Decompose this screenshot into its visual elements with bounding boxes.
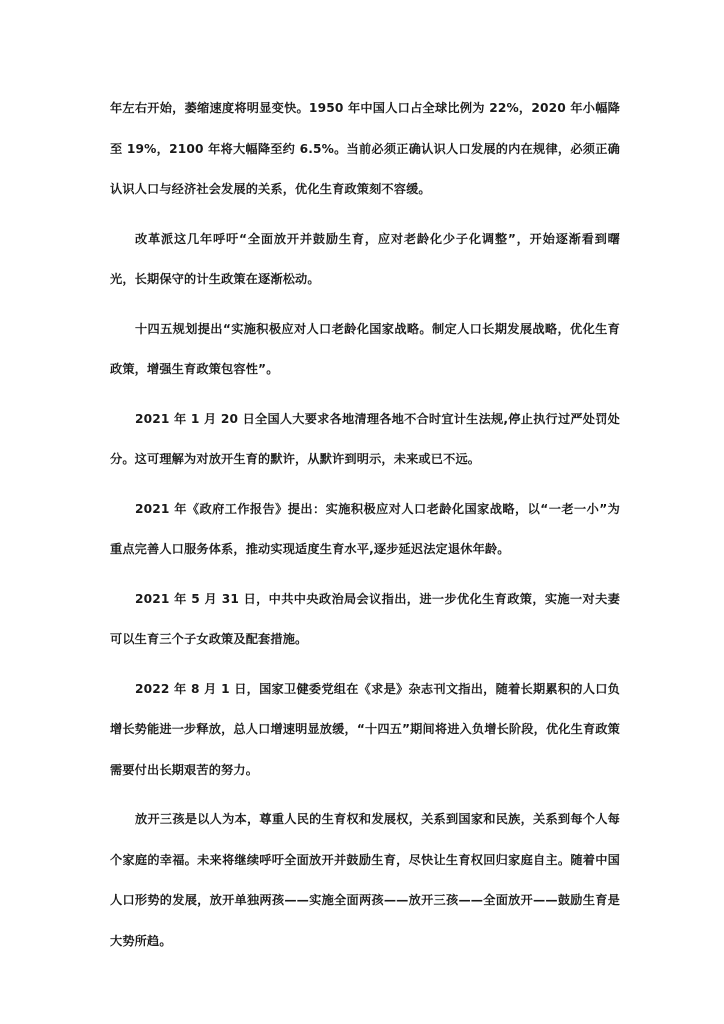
paragraph-reform-appeal: 改革派这几年呼吁“全面放开并鼓励生育，应对老龄化少子化调整”，开始逐渐看到曙光，长期保守的计生政策在逐渐松动。	[110, 231, 620, 286]
paragraph-three-child-conclusion: 放开三孩是以人为本，尊重人民的生育权和发展权，关系到国家和民族，关系到每个人每个家庭的幸福。未来将继续呼吁全面放开并鼓励生育，尽快让生育权回归家庭自主。随着中国人口形势的发展，放开单独两孩——实施全面两孩——放开三孩——全面放开——鼓励生育是大势所趋。	[110, 812, 620, 948]
paragraph-continuation: 年左右开始，萎缩速度将明显变快。1950 年中国人口占全球比例为 22%，2020 年小幅降至 19%，2100 年将大幅降至约 6.5%。当前必须正确认识人口发展的内在规律，必须正确认识人口与经济社会发展的关系，优化生育政策刻不容缓。	[110, 101, 620, 196]
document-body	[110, 88, 620, 961]
paragraph-politburo-2021-05-31: 2021 年 5 月 31 日，中共中央政治局会议指出，进一步优化生育政策，实施一对夫妻可以生育三个子女政策及配套措施。	[110, 591, 620, 646]
paragraph-npc-2021-01-20: 2021 年 1 月 20 日全国人大要求各地清理各地不合时宜计生法规,停止执行过严处罚处分。这可理解为对放开生育的默许，从默许到明示，未来或已不远。	[110, 411, 620, 466]
paragraph-nhc-2022-08-01: 2022 年 8 月 1 日，国家卫健委党组在《求是》杂志刊文指出，随着长期累积的人口负增长势能进一步释放，总人口增速明显放缓，“十四五”期间将进入负增长阶段，优化生育政策需要付出长期艰苦的努力。	[110, 681, 620, 777]
paragraph-government-work-report: 2021 年《政府工作报告》提出：实施积极应对人口老龄化国家战略，以“一老一小”为重点完善人口服务体系，推动实现适度生育水平,逐步延迟法定退休年龄。	[110, 501, 620, 556]
paragraph-14th-five-year-plan: 十四五规划提出“实施积极应对人口老龄化国家战略。制定人口长期发展战略，优化生育政策，增强生育政策包容性”。	[110, 321, 620, 376]
